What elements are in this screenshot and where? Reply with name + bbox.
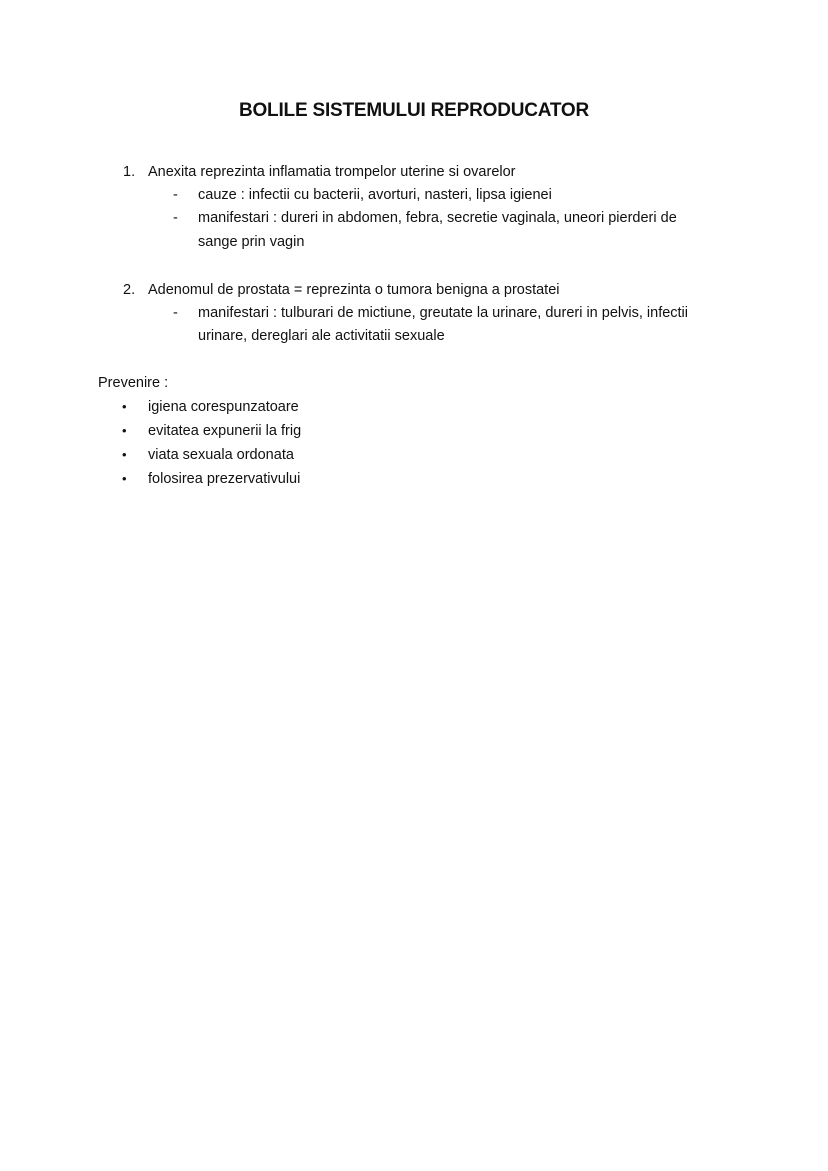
subitem-text-continued: sange prin vagin xyxy=(198,234,305,250)
dash-marker: - xyxy=(173,187,178,203)
bullet-icon: • xyxy=(122,471,127,486)
prevention-item: viata sexuala ordonata xyxy=(148,447,294,463)
prevention-heading: Prevenire : xyxy=(98,375,169,391)
document-title: BOLILE SISTEMULUI REPRODUCATOR xyxy=(238,100,590,121)
dash-marker: - xyxy=(173,305,178,321)
subitem-text: manifestari : tulburari de mictiune, greutate la urinare, dureri in pelvis, infectii xyxy=(198,305,689,321)
prevention-item: igiena corespunzatoare xyxy=(148,399,299,415)
bullet-icon: • xyxy=(122,399,127,414)
subitem-text: manifestari : dureri in abdomen, febra, secretie vaginala, uneori pierderi de xyxy=(198,210,677,226)
bullet-icon: • xyxy=(122,423,127,438)
section-heading: Anexita reprezinta inflamatia trompelor uterine si ovarelor xyxy=(148,164,516,180)
section-heading: Adenomul de prostata = reprezinta o tumora benigna a prostatei xyxy=(148,282,560,298)
list-number: 1. xyxy=(123,164,136,180)
list-number: 2. xyxy=(123,282,136,298)
prevention-item: evitatea expunerii la frig xyxy=(148,423,302,439)
bullet-icon: • xyxy=(122,447,127,462)
subitem-text: cauze : infectii cu bacterii, avorturi, nasteri, lipsa igienei xyxy=(198,187,552,203)
prevention-item: folosirea prezervativului xyxy=(148,471,301,487)
dash-marker: - xyxy=(173,210,178,226)
subitem-text-continued: urinare, dereglari ale activitatii sexuale xyxy=(198,328,445,344)
